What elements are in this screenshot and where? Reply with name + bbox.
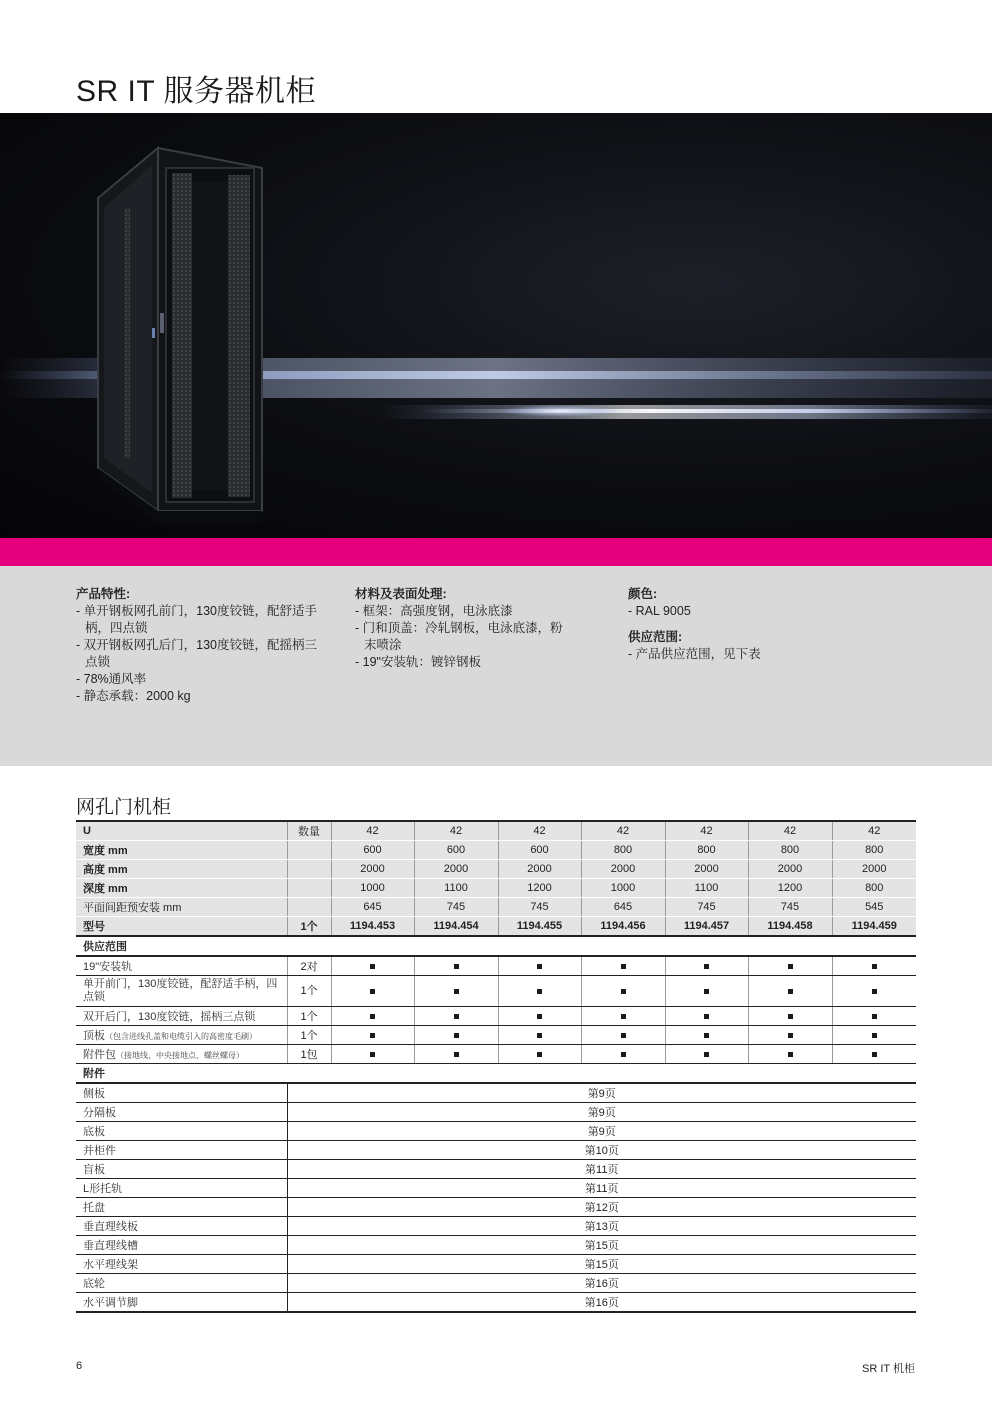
model-number: 1194.459 xyxy=(832,917,916,937)
bullet-icon xyxy=(872,964,877,969)
list-item: - 双开钢板网孔后门，130度铰链，配摇柄三点锁 xyxy=(76,637,326,671)
bullet-cell xyxy=(414,1026,498,1045)
accessory-page-ref: 第11页 xyxy=(287,1160,916,1179)
bullet-cell xyxy=(498,1045,581,1064)
bullet-cell xyxy=(832,1045,916,1064)
bullet-icon xyxy=(621,1033,626,1038)
bullet-icon xyxy=(370,1052,375,1057)
accessory-row xyxy=(76,1122,916,1141)
accessory-row xyxy=(76,1274,916,1293)
accessory-row xyxy=(76,1103,916,1122)
accessory-page-ref: 第11页 xyxy=(287,1179,916,1198)
bullet-cell xyxy=(581,976,665,1007)
table-cell: 745 xyxy=(498,898,581,917)
bullet-icon xyxy=(872,1033,877,1038)
table-cell: 2000 xyxy=(498,860,581,879)
table-row xyxy=(76,1026,916,1045)
list-item: - RAL 9005 xyxy=(628,603,878,620)
bullet-icon xyxy=(704,964,709,969)
model-number: 1194.458 xyxy=(748,917,832,937)
table-cell: 2000 xyxy=(331,860,414,879)
list-item: - 单开钢板网孔前门，130度铰链，配舒适手柄，四点锁 xyxy=(76,603,326,637)
table-cell: 2000 xyxy=(414,860,498,879)
table-row-spacing xyxy=(76,898,916,917)
model-number: 1194.453 xyxy=(331,917,414,937)
table-cell: 42 xyxy=(748,821,832,841)
accessory-page-ref: 第9页 xyxy=(287,1122,916,1141)
table-cell: 745 xyxy=(748,898,832,917)
bullet-icon xyxy=(454,989,459,994)
accessory-label: 托盘 xyxy=(76,1198,287,1217)
accessory-row xyxy=(76,1236,916,1255)
accessories-section-title: 附件 xyxy=(76,1064,916,1084)
table-cell: 745 xyxy=(414,898,498,917)
bullet-icon xyxy=(454,1033,459,1038)
bullet-cell xyxy=(832,1026,916,1045)
supply-item-label: 双开后门，130度铰链，摇柄三点锁 xyxy=(76,1007,287,1026)
list-item: - 静态承载：2000 kg xyxy=(76,688,326,705)
table-cell: 1100 xyxy=(414,879,498,898)
table-cell: 1200 xyxy=(748,879,832,898)
table-cell: 600 xyxy=(498,841,581,860)
accessory-label: 并柜件 xyxy=(76,1141,287,1160)
width-label: 宽度 mm xyxy=(76,841,287,860)
accessory-label: 分隔板 xyxy=(76,1103,287,1122)
accessory-page-ref: 第9页 xyxy=(287,1103,916,1122)
list-item: - 框架：高强度钢，电泳底漆 xyxy=(355,603,565,620)
table-row-u xyxy=(76,821,916,841)
bullet-cell xyxy=(581,1045,665,1064)
supply-item-label: 19"安装轨 xyxy=(76,956,287,976)
product-info-panel xyxy=(0,566,992,766)
list-item: - 门和顶盖：冷轧钢板，电泳底漆，粉末喷涂 xyxy=(355,620,565,654)
supply-item-qty: 1个 xyxy=(287,1007,331,1026)
page-number: 6 xyxy=(76,1360,83,1372)
table-cell: 645 xyxy=(581,898,665,917)
table-cell: 600 xyxy=(331,841,414,860)
bullet-icon xyxy=(788,1052,793,1057)
table-cell xyxy=(287,841,331,860)
hero-image xyxy=(0,113,992,538)
table-cell: 2000 xyxy=(748,860,832,879)
features-column xyxy=(76,586,326,705)
bullet-icon xyxy=(788,964,793,969)
list-item: - 78%通风率 xyxy=(76,671,326,688)
accessory-label: 底轮 xyxy=(76,1274,287,1293)
table-row-model xyxy=(76,917,916,937)
bullet-cell xyxy=(665,1045,748,1064)
supply-heading: 供应范围: xyxy=(628,630,683,644)
bullet-cell xyxy=(331,1026,414,1045)
table-cell: 42 xyxy=(414,821,498,841)
bullet-icon xyxy=(537,1052,542,1057)
table-cell: 1000 xyxy=(331,879,414,898)
table-cell: 42 xyxy=(581,821,665,841)
color-heading: 颜色: xyxy=(628,587,658,601)
model-number: 1194.457 xyxy=(665,917,748,937)
accessory-row xyxy=(76,1255,916,1274)
supply-item-qty: 1包 xyxy=(287,1045,331,1064)
model-label: 型号 xyxy=(76,917,287,937)
bullet-icon xyxy=(621,1052,626,1057)
accessory-label: 侧板 xyxy=(76,1083,287,1103)
bullet-cell xyxy=(581,1007,665,1026)
bullet-cell xyxy=(414,976,498,1007)
bullet-icon xyxy=(537,964,542,969)
bullet-cell xyxy=(414,1007,498,1026)
materials-list xyxy=(355,603,565,671)
table-row xyxy=(76,1045,916,1064)
table-cell: 645 xyxy=(331,898,414,917)
section-title: 网孔门机柜 xyxy=(76,797,172,818)
supply-item-label: 单开前门，130度铰链，配舒适手柄，四点锁 xyxy=(76,976,287,1007)
table-cell: 800 xyxy=(748,841,832,860)
model-number: 1194.455 xyxy=(498,917,581,937)
table-cell: 800 xyxy=(832,879,916,898)
bullet-icon xyxy=(621,964,626,969)
table-cell: 42 xyxy=(665,821,748,841)
accessory-label: L形托轨 xyxy=(76,1179,287,1198)
accessory-page-ref: 第16页 xyxy=(287,1274,916,1293)
bullet-icon xyxy=(788,1014,793,1019)
table-cell xyxy=(287,898,331,917)
table-row-width xyxy=(76,841,916,860)
bullet-cell xyxy=(498,1007,581,1026)
bullet-icon xyxy=(872,989,877,994)
bullet-icon xyxy=(454,1052,459,1057)
bullet-icon xyxy=(704,989,709,994)
bullet-icon xyxy=(621,1014,626,1019)
table-cell xyxy=(287,879,331,898)
bullet-cell xyxy=(748,956,832,976)
bullet-cell xyxy=(498,976,581,1007)
accessory-label: 水平调节脚 xyxy=(76,1293,287,1313)
accessory-label: 垂直理线板 xyxy=(76,1217,287,1236)
materials-column xyxy=(355,586,565,671)
bullet-cell xyxy=(748,1045,832,1064)
bullet-icon xyxy=(537,1033,542,1038)
table-cell: 42 xyxy=(331,821,414,841)
bullet-icon xyxy=(704,1014,709,1019)
bullet-cell xyxy=(665,956,748,976)
bullet-cell xyxy=(581,956,665,976)
bullet-cell xyxy=(748,1026,832,1045)
bullet-cell xyxy=(665,1026,748,1045)
supply-item-main: 附件包 xyxy=(83,1049,116,1061)
table-row-height xyxy=(76,860,916,879)
table-cell: 1000 xyxy=(581,879,665,898)
bullet-icon xyxy=(454,1014,459,1019)
u-label: U xyxy=(76,821,287,841)
materials-heading: 材料及表面处理: xyxy=(355,587,447,601)
qty-header: 数量 xyxy=(287,821,331,841)
bullet-cell xyxy=(665,1007,748,1026)
color-supply-column xyxy=(628,586,878,663)
features-list xyxy=(76,603,326,705)
accessory-row xyxy=(76,1160,916,1179)
accessory-row xyxy=(76,1083,916,1103)
accessory-page-ref: 第10页 xyxy=(287,1141,916,1160)
accessory-page-ref: 第16页 xyxy=(287,1293,916,1313)
depth-label: 深度 mm xyxy=(76,879,287,898)
table-cell: 2000 xyxy=(581,860,665,879)
table-cell: 42 xyxy=(832,821,916,841)
accessory-row xyxy=(76,1198,916,1217)
bullet-cell xyxy=(498,1026,581,1045)
features-heading: 产品特性: xyxy=(76,587,131,601)
table-cell: 800 xyxy=(832,841,916,860)
supply-item-qty: 1个 xyxy=(287,976,331,1007)
supply-list xyxy=(628,646,878,663)
accessories-section-header xyxy=(76,1064,916,1084)
bullet-icon xyxy=(370,1033,375,1038)
spacing-label: 平面间距预安装 mm xyxy=(76,898,287,917)
bullet-icon xyxy=(370,964,375,969)
list-item: - 产品供应范围，见下表 xyxy=(628,646,878,663)
bullet-cell xyxy=(581,1026,665,1045)
accessory-row xyxy=(76,1217,916,1236)
supply-item-note: （包含进线孔盖和电缆引入的高密度毛刷） xyxy=(105,1032,257,1041)
bullet-cell xyxy=(331,976,414,1007)
bullet-cell xyxy=(331,1007,414,1026)
bullet-cell xyxy=(331,1045,414,1064)
accessory-label: 垂直理线槽 xyxy=(76,1236,287,1255)
bullet-icon xyxy=(370,989,375,994)
table-cell: 1100 xyxy=(665,879,748,898)
model-number: 1194.454 xyxy=(414,917,498,937)
accessory-row xyxy=(76,1179,916,1198)
table-cell: 2000 xyxy=(832,860,916,879)
bullet-icon xyxy=(788,989,793,994)
bullet-icon xyxy=(370,1014,375,1019)
bullet-icon xyxy=(704,1052,709,1057)
bullet-icon xyxy=(872,1052,877,1057)
supply-item-qty: 2对 xyxy=(287,956,331,976)
supply-item-main: 顶板 xyxy=(83,1030,105,1042)
table-cell: 600 xyxy=(414,841,498,860)
bullet-icon xyxy=(454,964,459,969)
bullet-icon xyxy=(788,1033,793,1038)
bullet-cell xyxy=(832,1007,916,1026)
supply-section-header xyxy=(76,936,916,956)
bullet-cell xyxy=(832,976,916,1007)
table-row xyxy=(76,956,916,976)
table-row-depth xyxy=(76,879,916,898)
table-row xyxy=(76,1007,916,1026)
bullet-cell xyxy=(414,1045,498,1064)
accessory-label: 盲板 xyxy=(76,1160,287,1179)
footer-title: SR IT 机柜 xyxy=(862,1363,915,1375)
table-cell: 2000 xyxy=(665,860,748,879)
supply-item-qty: 1个 xyxy=(287,1026,331,1045)
table-row xyxy=(76,976,916,1007)
supply-item-label xyxy=(76,1045,287,1064)
accessory-row xyxy=(76,1141,916,1160)
bullet-cell xyxy=(665,976,748,1007)
bullet-cell xyxy=(832,956,916,976)
table-cell: 745 xyxy=(665,898,748,917)
model-qty: 1个 xyxy=(287,917,331,937)
list-item: - 19"安装轨：镀锌钢板 xyxy=(355,654,565,671)
height-label: 高度 mm xyxy=(76,860,287,879)
bullet-cell xyxy=(748,976,832,1007)
accessory-page-ref: 第12页 xyxy=(287,1198,916,1217)
table-cell: 1200 xyxy=(498,879,581,898)
bullet-icon xyxy=(872,1014,877,1019)
model-number: 1194.456 xyxy=(581,917,665,937)
accessory-label: 底板 xyxy=(76,1122,287,1141)
spec-table xyxy=(76,820,916,1313)
bullet-icon xyxy=(537,989,542,994)
accessory-label: 水平理线架 xyxy=(76,1255,287,1274)
supply-section-title: 供应范围 xyxy=(76,936,916,956)
table-cell xyxy=(287,860,331,879)
supply-item-label xyxy=(76,1026,287,1045)
table-cell: 42 xyxy=(498,821,581,841)
accent-bar xyxy=(0,538,992,566)
accessory-row xyxy=(76,1293,916,1313)
accessory-page-ref: 第15页 xyxy=(287,1236,916,1255)
color-list xyxy=(628,603,878,620)
table-cell: 545 xyxy=(832,898,916,917)
bullet-cell xyxy=(498,956,581,976)
bullet-icon xyxy=(621,989,626,994)
bullet-icon xyxy=(704,1033,709,1038)
bullet-cell xyxy=(748,1007,832,1026)
bullet-cell xyxy=(414,956,498,976)
accessory-page-ref: 第15页 xyxy=(287,1255,916,1274)
bullet-icon xyxy=(537,1014,542,1019)
bullet-cell xyxy=(331,956,414,976)
accessory-page-ref: 第13页 xyxy=(287,1217,916,1236)
supply-item-note: （接地线、中央接地点、螺丝螺母） xyxy=(116,1051,244,1060)
table-cell: 800 xyxy=(665,841,748,860)
cabinet-photo xyxy=(0,113,992,538)
accessory-page-ref: 第9页 xyxy=(287,1083,916,1103)
table-cell: 800 xyxy=(581,841,665,860)
page-title: SR IT 服务器机柜 xyxy=(76,75,316,108)
